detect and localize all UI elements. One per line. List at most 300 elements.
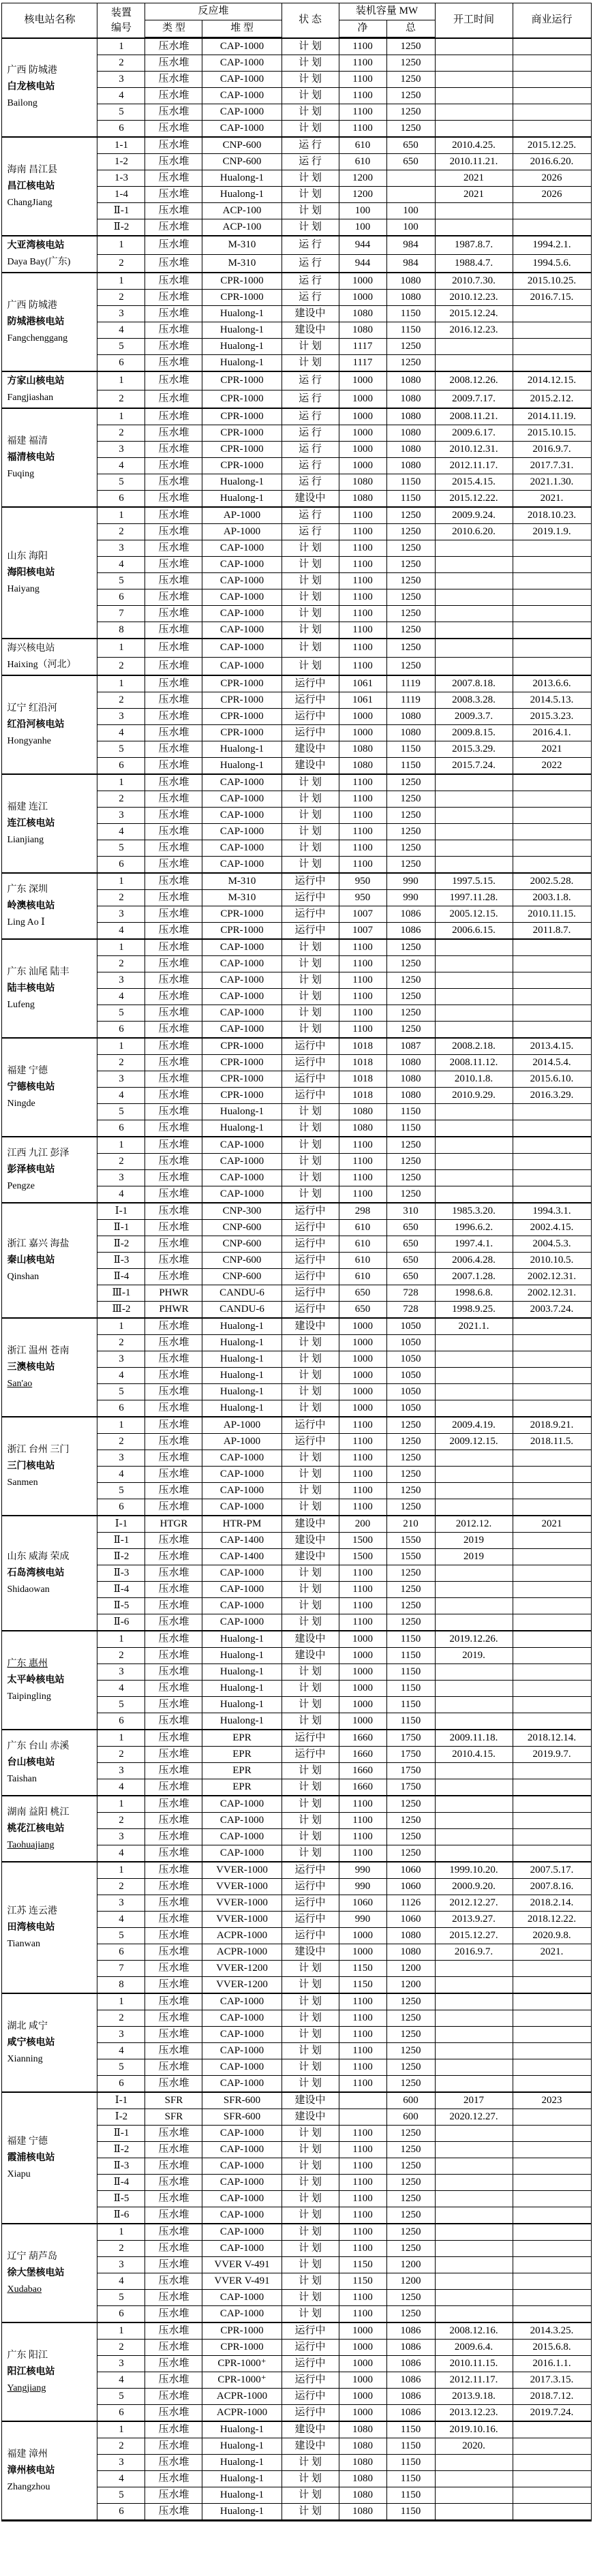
gross-mw-cell: 1200 bbox=[386, 2273, 435, 2290]
commercial-date-cell bbox=[513, 1796, 591, 1813]
status-cell: 建设中 bbox=[282, 1944, 339, 1961]
reactor-type-cell: SFR bbox=[145, 2092, 202, 2109]
net-mw-cell: 944 bbox=[339, 254, 386, 273]
unit-no-cell: 8 bbox=[97, 622, 145, 639]
start-date-cell: 2009.9.24. bbox=[435, 507, 513, 524]
table-row bbox=[2, 1417, 591, 1434]
status-cell: 计 划 bbox=[282, 2257, 339, 2273]
start-date-cell bbox=[435, 38, 513, 55]
status-cell: 运行中 bbox=[282, 2356, 339, 2372]
gross-mw-cell: 600 bbox=[386, 2109, 435, 2126]
plant-name-line: Fangjiashan bbox=[7, 393, 54, 403]
net-mw-cell: 1100 bbox=[339, 1598, 386, 1614]
table-row bbox=[2, 137, 591, 154]
table-row bbox=[2, 2322, 591, 2340]
status-cell: 计 划 bbox=[282, 1335, 339, 1351]
reactor-type-cell: 压水堆 bbox=[145, 203, 202, 219]
reactor-model-cell: CAP-1000 bbox=[202, 1614, 282, 1631]
reactor-type-cell: 压水堆 bbox=[145, 2405, 202, 2422]
reactor-type-cell: 压水堆 bbox=[145, 1467, 202, 1483]
start-date-cell: 2013.12.23. bbox=[435, 2405, 513, 2422]
reactor-model-cell: M-310 bbox=[202, 890, 282, 906]
commercial-date-cell: 2018.7.12. bbox=[513, 2389, 591, 2405]
start-date-cell: 2008.12.16. bbox=[435, 2322, 513, 2340]
status-cell: 运行中 bbox=[282, 890, 339, 906]
reactor-model-cell: CAP-1000 bbox=[202, 88, 282, 104]
start-date-cell: 2015.12.22. bbox=[435, 491, 513, 508]
reactor-type-cell: 压水堆 bbox=[145, 1236, 202, 1253]
status-cell: 计 划 bbox=[282, 2126, 339, 2142]
status-cell: 运行中 bbox=[282, 1862, 339, 1879]
net-mw-cell: 1100 bbox=[339, 2175, 386, 2191]
commercial-date-cell bbox=[513, 1154, 591, 1170]
unit-no-cell: 4 bbox=[97, 1912, 145, 1928]
commercial-date-cell bbox=[513, 1565, 591, 1582]
net-mw-cell: 1018 bbox=[339, 1088, 386, 1104]
status-cell: 计 划 bbox=[282, 1351, 339, 1368]
commercial-date-cell bbox=[513, 72, 591, 88]
start-date-cell bbox=[435, 2059, 513, 2076]
reactor-model-cell: CAP-1000 bbox=[202, 121, 282, 138]
plant-name-line: Fangchenggang bbox=[7, 333, 68, 343]
start-date-cell: 2019.12.26. bbox=[435, 1631, 513, 1648]
start-date-cell: 2016.12.23. bbox=[435, 322, 513, 339]
plant-name-line: 福建 福清 bbox=[7, 435, 48, 446]
gross-mw-cell: 1250 bbox=[386, 1845, 435, 1862]
reactor-type-cell: 压水堆 bbox=[145, 890, 202, 906]
reactor-model-cell: CAP-1000 bbox=[202, 38, 282, 55]
reactor-type-cell: 压水堆 bbox=[145, 2158, 202, 2175]
commercial-date-cell bbox=[513, 1368, 591, 1384]
start-date-cell bbox=[435, 339, 513, 355]
reactor-model-cell: Hualong-1 bbox=[202, 306, 282, 322]
reactor-type-cell: 压水堆 bbox=[145, 458, 202, 474]
commercial-date-cell bbox=[513, 2175, 591, 2191]
net-mw-cell: 1000 bbox=[339, 458, 386, 474]
commercial-date-cell bbox=[513, 2504, 591, 2521]
plant-name-line: Haiyang bbox=[7, 583, 40, 594]
unit-no-cell: Ⅰ-1 bbox=[97, 1203, 145, 1220]
commercial-date-cell bbox=[513, 1961, 591, 1977]
net-mw-cell: 1100 bbox=[339, 606, 386, 622]
gross-mw-cell: 210 bbox=[386, 1516, 435, 1533]
plant-name-line: Fuqing bbox=[7, 468, 35, 479]
commercial-date-cell bbox=[513, 824, 591, 840]
reactor-model-cell: CAP-1000 bbox=[202, 2175, 282, 2191]
status-cell: 计 划 bbox=[282, 1467, 339, 1483]
status-cell: 运行中 bbox=[282, 2389, 339, 2405]
reactor-type-cell: 压水堆 bbox=[145, 425, 202, 442]
unit-no-cell: 6 bbox=[97, 1400, 145, 1417]
gross-mw-cell: 1250 bbox=[386, 1154, 435, 1170]
reactor-type-cell: 压水堆 bbox=[145, 741, 202, 758]
reactor-model-cell: CAP-1000 bbox=[202, 808, 282, 824]
net-mw-cell: 1150 bbox=[339, 1961, 386, 1977]
net-mw-cell: 1100 bbox=[339, 1154, 386, 1170]
start-date-cell bbox=[435, 1384, 513, 1400]
net-mw-cell: 1117 bbox=[339, 339, 386, 355]
commercial-date-cell bbox=[513, 1005, 591, 1022]
status-cell: 运行中 bbox=[282, 1253, 339, 1269]
start-date-cell bbox=[435, 606, 513, 622]
status-cell: 运行中 bbox=[282, 1203, 339, 1220]
plant-name-cell bbox=[2, 2421, 97, 2521]
start-date-cell bbox=[435, 808, 513, 824]
reactor-type-cell: 压水堆 bbox=[145, 1977, 202, 1994]
start-date-cell bbox=[435, 2142, 513, 2158]
commercial-date-cell: 2011.8.7. bbox=[513, 923, 591, 940]
net-mw-cell: 1100 bbox=[339, 989, 386, 1005]
net-mw-cell: 990 bbox=[339, 1879, 386, 1895]
commercial-date-cell bbox=[513, 104, 591, 121]
commercial-date-cell: 1994.2.1. bbox=[513, 236, 591, 254]
plant-name-line: 福建 宁德 bbox=[7, 1065, 48, 1076]
net-mw-cell: 1100 bbox=[339, 72, 386, 88]
plant-name-line: 阳江核电站 bbox=[7, 2366, 55, 2377]
reactor-model-cell: CNP-600 bbox=[202, 1269, 282, 1285]
table-row bbox=[2, 1203, 591, 1220]
reactor-type-cell: 压水堆 bbox=[145, 1713, 202, 1730]
unit-no-cell: Ⅱ-6 bbox=[97, 1614, 145, 1631]
status-cell: 运行中 bbox=[282, 1220, 339, 1236]
gross-mw-cell: 1250 bbox=[386, 972, 435, 989]
reactor-type-cell: 压水堆 bbox=[145, 1318, 202, 1335]
reactor-model-cell: CAP-1000 bbox=[202, 2059, 282, 2076]
net-mw-cell: 1100 bbox=[339, 2076, 386, 2093]
gross-mw-cell: 1250 bbox=[386, 956, 435, 972]
gross-mw-cell bbox=[386, 187, 435, 203]
commercial-date-cell: 2015.12.25. bbox=[513, 137, 591, 154]
gross-mw-cell: 1250 bbox=[386, 1565, 435, 1582]
gross-mw-cell: 1250 bbox=[386, 1417, 435, 1434]
commercial-date-cell bbox=[513, 219, 591, 236]
reactor-type-cell: 压水堆 bbox=[145, 1730, 202, 1747]
reactor-type-cell: 压水堆 bbox=[145, 1055, 202, 1071]
status-cell: 计 划 bbox=[282, 639, 339, 657]
reactor-model-cell: CAP-1000 bbox=[202, 840, 282, 857]
header-unit-no-line2: 编号 bbox=[110, 22, 132, 33]
commercial-date-cell bbox=[513, 857, 591, 874]
commercial-date-cell: 2014.11.19. bbox=[513, 408, 591, 425]
commercial-date-cell bbox=[513, 2010, 591, 2027]
commercial-date-cell bbox=[513, 774, 591, 791]
net-mw-cell: 1100 bbox=[339, 38, 386, 55]
gross-mw-cell: 1250 bbox=[386, 808, 435, 824]
commercial-date-cell bbox=[513, 606, 591, 622]
start-date-cell: 2015.4.15. bbox=[435, 474, 513, 491]
unit-no-cell: 3 bbox=[97, 72, 145, 88]
plant-name-line: 广东 阳江 bbox=[7, 2350, 48, 2361]
unit-no-cell: 5 bbox=[97, 1005, 145, 1022]
unit-no-cell: 7 bbox=[97, 1961, 145, 1977]
net-mw-cell: 100 bbox=[339, 203, 386, 219]
reactor-model-cell: CAP-1000 bbox=[202, 657, 282, 675]
status-cell: 计 划 bbox=[282, 72, 339, 88]
header-reactor: 反应堆 bbox=[145, 3, 282, 20]
status-cell: 运行中 bbox=[282, 2372, 339, 2389]
status-cell: 运行中 bbox=[282, 1236, 339, 1253]
commercial-date-cell bbox=[513, 1779, 591, 1796]
net-mw-cell: 1100 bbox=[339, 956, 386, 972]
start-date-cell bbox=[435, 1368, 513, 1384]
commercial-date-cell bbox=[513, 2158, 591, 2175]
plant-name-cell bbox=[2, 236, 97, 273]
start-date-cell bbox=[435, 573, 513, 589]
reactor-model-cell: Hualong-1 bbox=[202, 187, 282, 203]
net-mw-cell: 1100 bbox=[339, 2290, 386, 2306]
status-cell: 计 划 bbox=[282, 104, 339, 121]
reactor-model-cell: CPR-1000 bbox=[202, 906, 282, 923]
reactor-type-cell: 压水堆 bbox=[145, 2191, 202, 2207]
net-mw-cell: 1000 bbox=[339, 1713, 386, 1730]
gross-mw-cell: 1080 bbox=[386, 442, 435, 458]
reactor-model-cell: CAP-1000 bbox=[202, 1137, 282, 1154]
unit-no-cell: 1 bbox=[97, 774, 145, 791]
gross-mw-cell: 1250 bbox=[386, 2207, 435, 2224]
gross-mw-cell: 1060 bbox=[386, 1862, 435, 1879]
plant-name-line: 漳州核电站 bbox=[7, 2465, 55, 2476]
unit-no-cell: 1 bbox=[97, 675, 145, 692]
reactor-model-cell: Hualong-1 bbox=[202, 1120, 282, 1137]
commercial-date-cell bbox=[513, 972, 591, 989]
gross-mw-cell: 1086 bbox=[386, 2372, 435, 2389]
gross-mw-cell: 1119 bbox=[386, 692, 435, 709]
gross-mw-cell: 1250 bbox=[386, 2175, 435, 2191]
reactor-model-cell: CAP-1000 bbox=[202, 1829, 282, 1845]
commercial-date-cell bbox=[513, 1664, 591, 1681]
reactor-type-cell: 压水堆 bbox=[145, 2126, 202, 2142]
start-date-cell: 2013.9.27. bbox=[435, 1912, 513, 1928]
gross-mw-cell: 1250 bbox=[386, 1483, 435, 1499]
unit-no-cell: 5 bbox=[97, 2290, 145, 2306]
reactor-type-cell: 压水堆 bbox=[145, 1549, 202, 1565]
commercial-date-cell bbox=[513, 1582, 591, 1598]
reactor-type-cell: 压水堆 bbox=[145, 540, 202, 557]
start-date-cell: 2015.3.29. bbox=[435, 741, 513, 758]
commercial-date-cell bbox=[513, 2438, 591, 2455]
header-gross-mw: 总 bbox=[386, 20, 435, 38]
gross-mw-cell: 1250 bbox=[386, 857, 435, 874]
status-cell: 运 行 bbox=[282, 137, 339, 154]
reactor-model-cell: CPR-1000 bbox=[202, 371, 282, 390]
reactor-model-cell: CAP-1000 bbox=[202, 774, 282, 791]
reactor-model-cell: VVER-1200 bbox=[202, 1977, 282, 1994]
reactor-model-cell: CAP-1000 bbox=[202, 2027, 282, 2043]
gross-mw-cell: 1050 bbox=[386, 1318, 435, 1335]
reactor-model-cell: CAP-1400 bbox=[202, 1533, 282, 1549]
reactor-type-cell: 压水堆 bbox=[145, 2224, 202, 2241]
unit-no-cell: 5 bbox=[97, 339, 145, 355]
commercial-date-cell: 2019.1.9. bbox=[513, 524, 591, 540]
status-cell: 计 划 bbox=[282, 355, 339, 372]
unit-no-cell: 3 bbox=[97, 2257, 145, 2273]
plant-name-cell bbox=[2, 1862, 97, 1993]
reactor-model-cell: Hualong-1 bbox=[202, 322, 282, 339]
start-date-cell bbox=[435, 657, 513, 675]
reactor-model-cell: CPR-1000 bbox=[202, 1088, 282, 1104]
gross-mw-cell: 650 bbox=[386, 1236, 435, 1253]
unit-no-cell: 1 bbox=[97, 273, 145, 290]
reactor-type-cell: 压水堆 bbox=[145, 170, 202, 187]
unit-no-cell: 2 bbox=[97, 2438, 145, 2455]
status-cell: 建设中 bbox=[282, 2421, 339, 2438]
unit-no-cell: 2 bbox=[97, 1055, 145, 1071]
start-date-cell: 2010.4.25. bbox=[435, 137, 513, 154]
start-date-cell: 2012.12. bbox=[435, 1516, 513, 1533]
start-date-cell bbox=[435, 2290, 513, 2306]
status-cell: 运 行 bbox=[282, 390, 339, 408]
net-mw-cell: 1100 bbox=[339, 2158, 386, 2175]
start-date-cell bbox=[435, 774, 513, 791]
status-cell: 计 划 bbox=[282, 791, 339, 808]
commercial-date-cell: 2016.9.7. bbox=[513, 442, 591, 458]
gross-mw-cell: 1150 bbox=[386, 322, 435, 339]
unit-no-cell: 3 bbox=[97, 540, 145, 557]
header-commercial-date: 商业运行 bbox=[513, 3, 591, 38]
reactor-model-cell: CAP-1000 bbox=[202, 2142, 282, 2158]
net-mw-cell: 1100 bbox=[339, 1434, 386, 1450]
unit-no-cell: 3 bbox=[97, 1170, 145, 1186]
reactor-type-cell: 压水堆 bbox=[145, 154, 202, 170]
commercial-date-cell bbox=[513, 355, 591, 372]
unit-no-cell: 3 bbox=[97, 906, 145, 923]
start-date-cell bbox=[435, 824, 513, 840]
start-date-cell bbox=[435, 2455, 513, 2471]
status-cell: 计 划 bbox=[282, 1664, 339, 1681]
reactor-model-cell: Hualong-1 bbox=[202, 1368, 282, 1384]
start-date-cell bbox=[435, 2126, 513, 2142]
reactor-type-cell: 压水堆 bbox=[145, 606, 202, 622]
gross-mw-cell: 100 bbox=[386, 219, 435, 236]
unit-no-cell: 1 bbox=[97, 2322, 145, 2340]
unit-no-cell: 6 bbox=[97, 1944, 145, 1961]
plant-name-line: 广东 汕尾 陆丰 bbox=[7, 966, 70, 977]
start-date-cell: 2020.12.27. bbox=[435, 2109, 513, 2126]
gross-mw-cell: 1250 bbox=[386, 840, 435, 857]
start-date-cell bbox=[435, 2241, 513, 2257]
net-mw-cell: 1100 bbox=[339, 540, 386, 557]
unit-no-cell: 2 bbox=[97, 1648, 145, 1664]
start-date-cell bbox=[435, 2224, 513, 2241]
unit-no-cell: Ⅱ-2 bbox=[97, 219, 145, 236]
net-mw-cell: 1200 bbox=[339, 170, 386, 187]
reactor-model-cell: HTR-PM bbox=[202, 1516, 282, 1533]
reactor-type-cell: 压水堆 bbox=[145, 1944, 202, 1961]
reactor-type-cell: 压水堆 bbox=[145, 2175, 202, 2191]
unit-no-cell: 8 bbox=[97, 1977, 145, 1994]
reactor-model-cell: Hualong-1 bbox=[202, 491, 282, 508]
net-mw-cell: 1000 bbox=[339, 2372, 386, 2389]
reactor-model-cell: Hualong-1 bbox=[202, 1318, 282, 1335]
commercial-date-cell bbox=[513, 557, 591, 573]
status-cell: 计 划 bbox=[282, 2043, 339, 2059]
reactor-type-cell: 压水堆 bbox=[145, 1088, 202, 1104]
net-mw-cell: 1080 bbox=[339, 1120, 386, 1137]
unit-no-cell: 2 bbox=[97, 1154, 145, 1170]
start-date-cell: 2019.10.16. bbox=[435, 2421, 513, 2438]
reactor-model-cell: Hualong-1 bbox=[202, 1664, 282, 1681]
gross-mw-cell: 1050 bbox=[386, 1335, 435, 1351]
plant-name-line: 广东 惠州 bbox=[7, 1658, 48, 1669]
net-mw-cell: 1080 bbox=[339, 2455, 386, 2471]
start-date-cell bbox=[435, 1351, 513, 1368]
plant-name-cell bbox=[2, 1993, 97, 2092]
net-mw-cell: 1100 bbox=[339, 1137, 386, 1154]
net-mw-cell: 1100 bbox=[339, 88, 386, 104]
start-date-cell: 2006.6.15. bbox=[435, 923, 513, 940]
gross-mw-cell: 1250 bbox=[386, 38, 435, 55]
commercial-date-cell bbox=[513, 1829, 591, 1845]
start-date-cell bbox=[435, 1499, 513, 1516]
net-mw-cell: 1500 bbox=[339, 1533, 386, 1549]
unit-no-cell: Ⅱ-1 bbox=[97, 1220, 145, 1236]
commercial-date-cell bbox=[513, 657, 591, 675]
reactor-model-cell: VVER V-491 bbox=[202, 2273, 282, 2290]
net-mw-cell: 1100 bbox=[339, 573, 386, 589]
reactor-model-cell: CAP-1000 bbox=[202, 2306, 282, 2323]
reactor-type-cell: 压水堆 bbox=[145, 2356, 202, 2372]
status-cell: 计 划 bbox=[282, 1779, 339, 1796]
plant-name-line: Qinshan bbox=[7, 1271, 40, 1282]
reactor-type-cell: 压水堆 bbox=[145, 2257, 202, 2273]
start-date-cell: 1998.6.8. bbox=[435, 1285, 513, 1302]
commercial-date-cell: 2002.5.28. bbox=[513, 873, 591, 890]
net-mw-cell: 1100 bbox=[339, 2010, 386, 2027]
status-cell: 计 划 bbox=[282, 1598, 339, 1614]
reactor-model-cell: CAP-1000 bbox=[202, 2290, 282, 2306]
unit-no-cell: 4 bbox=[97, 989, 145, 1005]
unit-no-cell: 3 bbox=[97, 972, 145, 989]
reactor-type-cell: 压水堆 bbox=[145, 371, 202, 390]
reactor-model-cell: M-310 bbox=[202, 236, 282, 254]
commercial-date-cell: 2017.3.15. bbox=[513, 2372, 591, 2389]
net-mw-cell: 298 bbox=[339, 1203, 386, 1220]
reactor-model-cell: CAP-1000 bbox=[202, 1005, 282, 1022]
commercial-date-cell: 2022 bbox=[513, 758, 591, 775]
commercial-date-cell: 2021 bbox=[513, 1516, 591, 1533]
start-date-cell: 2021 bbox=[435, 187, 513, 203]
reactor-type-cell: 压水堆 bbox=[145, 137, 202, 154]
unit-no-cell: 4 bbox=[97, 557, 145, 573]
plant-name-line: Tianwan bbox=[7, 1938, 40, 1949]
gross-mw-cell: 1060 bbox=[386, 1879, 435, 1895]
commercial-date-cell bbox=[513, 2043, 591, 2059]
net-mw-cell: 1100 bbox=[339, 774, 386, 791]
start-date-cell: 2008.11.21. bbox=[435, 408, 513, 425]
net-mw-cell: 1000 bbox=[339, 442, 386, 458]
unit-no-cell: 4 bbox=[97, 725, 145, 741]
table-row bbox=[2, 507, 591, 524]
commercial-date-cell bbox=[513, 989, 591, 1005]
reactor-type-cell: 压水堆 bbox=[145, 2487, 202, 2504]
commercial-date-cell bbox=[513, 2076, 591, 2093]
gross-mw-cell: 1050 bbox=[386, 1400, 435, 1417]
start-date-cell bbox=[435, 2306, 513, 2323]
gross-mw-cell: 1150 bbox=[386, 491, 435, 508]
reactor-model-cell: CPR-1000 bbox=[202, 2340, 282, 2356]
reactor-model-cell: CAP-1000 bbox=[202, 540, 282, 557]
plant-name-line: Xiapu bbox=[7, 2168, 31, 2179]
net-mw-cell: 1660 bbox=[339, 1763, 386, 1779]
status-cell: 计 划 bbox=[282, 1450, 339, 1467]
gross-mw-cell: 1086 bbox=[386, 2322, 435, 2340]
reactor-model-cell: CANDU-6 bbox=[202, 1302, 282, 1319]
reactor-type-cell: 压水堆 bbox=[145, 1895, 202, 1912]
net-mw-cell: 1080 bbox=[339, 322, 386, 339]
gross-mw-cell: 1150 bbox=[386, 474, 435, 491]
net-mw-cell: 1100 bbox=[339, 557, 386, 573]
reactor-model-cell: CAP-1000 bbox=[202, 1483, 282, 1499]
